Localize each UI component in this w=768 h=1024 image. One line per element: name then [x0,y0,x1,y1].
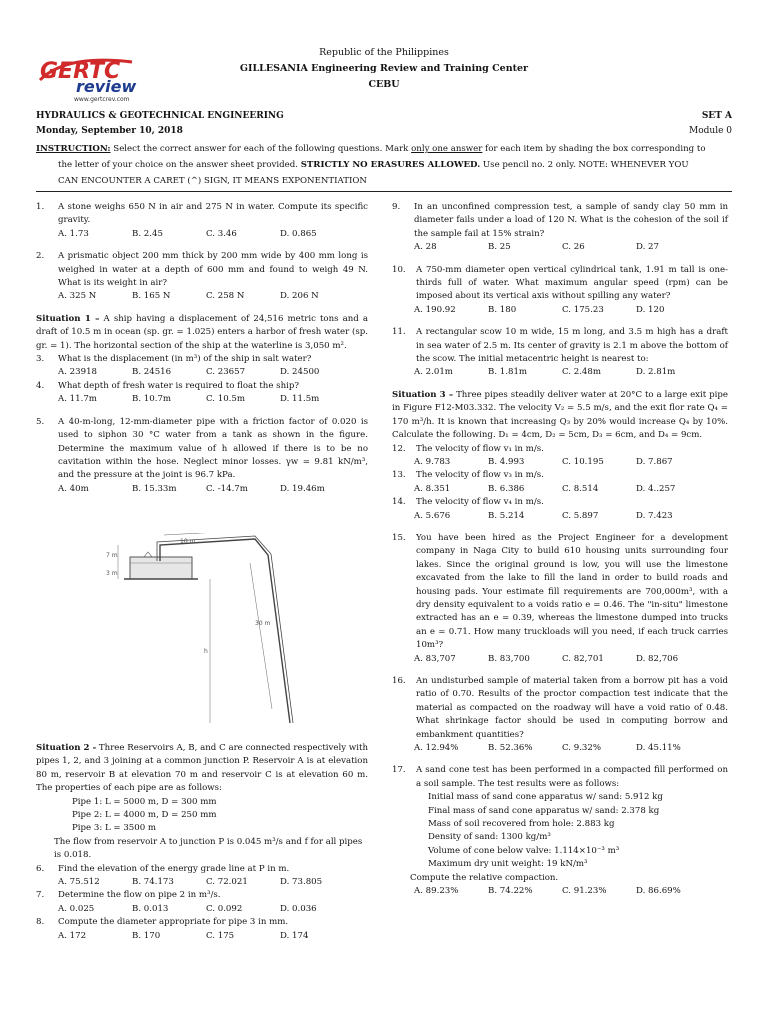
question-16: 16. An undisturbed sample of material taken from a borrow pit has a void ratio of 0.70. Results of the proctor compaction test indicate that the material as compacted on the roadway will have a void ratio of 0.48. What shrinkage factor should be used in computing borrow and embankment quantities? [392,676,728,740]
instruction-underline: only one answer [411,144,483,154]
situation-2: Situation 2 - Three Reservoirs A, B, and C are connected respectively with pipes 1, 2, and 3 joining at a common junction P. Reservoir A is at elevation 80 m, reservoir B at elevation 70 m and reservoir C is at elevation 60 m. The properties of each pipe are as follows: [36,743,368,794]
question-1: 1. A stone weighs 650 N in air and 275 N in water. Compute its specific gravity. [36,202,368,226]
dim-10m: 10 m [180,538,196,545]
choices-10: A. 190.92 B. 180 C. 175.23 D. 120 [414,304,665,315]
pipe-3: Pipe 3: L = 3500 m [72,823,157,834]
instruction-no-erasures: STRICTLY NO ERASURES ALLOWED. [300,160,481,170]
question-7: 7. Determine the flow on pipe 2 in m³/s. [36,890,221,901]
choices-2: A. 325 N B. 165 N C. 258 N D. 206 N [58,291,319,302]
set-label: SET A [701,111,732,121]
sand-cone-item: Mass of soil recovered from hole: 2.883 kg [428,819,615,830]
question-13: 13. The velocity of flow v₃ in m/s. [392,470,544,481]
module-label: Module 0 [689,126,732,136]
water-level-icon [144,552,152,557]
instruction-line3: CAN ENCOUNTER A CARET (^) SIGN, IT MEANS EXPONENTIATION [58,176,367,186]
question-17: 17. A sand cone test has been performed in a compacted fill performed on a soil sample. The test results were as follows: [392,765,728,789]
instruction-line2c: Use pencil no. 2 only. NOTE: WHENEVER YOU [480,160,689,170]
sand-cone-item: Volume of cone below valve: 1.114×10⁻³ m³ [428,845,620,856]
instruction-text2: for each item by shading the box corresponding to [482,144,706,154]
dim-h: h [204,648,208,655]
header-divider [36,191,732,192]
choices-17: A. 89.23% B. 74.22% C. 91.23% D. 86.69% [414,886,681,897]
question-15: 15. You have been hired as the Project Engineer for a development company in Naga City to build 610 housing units surrounding four lakes. Since the original ground is low, you will use the limestone excavated from the lake to fill the land in order to build roads and housing pads. Your estimate fill requirements are 700,000m³, with a dry density equivalent to a voids ratio e = 0.46. The "in-situ" limestone extracted has an e = 0.39, whereas the limestone dumped into trucks an e = 0.71. How many truckloads will you need, if each truck carries 10m³? [392,532,728,651]
sand-cone-item: Maximum dry unit weight: 19 kN/m³ [428,859,588,870]
question-2: 2. A prismatic object 200 mm thick by 200 mm wide by 400 mm long is weighed in water at a depth of 600 mm and found to weigh 49 N. What is its weight in air? [36,251,368,289]
choices-5: A. 40m B. 15.33m C. -14.7m D. 19.46m [58,483,325,494]
pipe-1: Pipe 1: L = 5000 m, D = 300 mm [72,796,217,807]
question-8: 8. Compute the diameter appropriate for pipe 3 in mm. [36,917,289,928]
choices-9: A. 28 B. 25 C. 26 D. 27 [414,242,659,253]
dim-3m: 3 m [106,570,118,577]
exam-date: Monday, September 10, 2018 [36,126,183,136]
choices-4: A. 11.7m B. 10.7m C. 10.5m D. 11.5m [58,394,320,405]
sand-cone-ask: Compute the relative compaction. [410,872,559,883]
sand-cone-item: Density of sand: 1300 kg/m³ [428,832,551,843]
choices-1: A. 1.73 B. 2.45 C. 3.46 D. 0.865 [58,228,317,239]
question-11: 11. A rectangular scow 10 m wide, 15 m long, and 3.5 m high has a draft in sea water of 2.5 m. Its center of gravity is 2.1 m above the bottom of the scow. The initial metacentric height is nearest to: [392,327,728,365]
right-column [392,201,728,899]
choices-13: A. 8.351 B. 6.386 C. 8.514 D. 4..257 [414,483,676,494]
city: CEBU [368,79,400,90]
question-6: 6. Find the elevation of the energy grade line at P in m. [36,863,290,874]
republic-line: Republic of the Philippines [319,47,449,58]
question-5: 5. A 40-m-long, 12-mm-diameter pipe with a friction factor of 0.020 is used to siphon 30 °C water from a tank as shown in the figure. Determine the maximum value of h allowed if there is to be no cavitation within the hose. Neglect minor losses. γw = 9.81 kN/m³, and the pressure at the joint is 96.7 kPa. [36,416,368,481]
flow-statement: The flow from reservoir A to junction P is 0.045 m³/s and f for all pipes is 0.018. [54,836,363,861]
left-column [36,201,368,496]
center-name: GILLESANIA Engineering Review and Training Center [239,63,529,74]
logo-text: GERTC [40,59,121,84]
question-9: 9. In an unconfined compression test, a sample of sandy clay 50 mm in diameter fails under a load of 120 N. What is the cohesion of the soil if the sample fail at 15% strain? [392,202,728,239]
question-10: 10. A 750-mm diameter open vertical cylindrical tank, 1.91 m tall is one-thirds full of water. What maximum angular speed (rpm) can be imposed about its vertical axis without spilling any water? [392,264,728,302]
choices-7: A. 0.025 B. 0.013 C. 0.092 D. 0.036 [58,903,317,914]
question-12: 12. The velocity of flow v₁ in m/s. [392,443,544,454]
choices-14: A. 5.676 B. 5.214 C. 5.897 D. 7.423 [414,510,673,521]
instruction-label: INSTRUCTION: [36,144,111,154]
tank [130,557,192,579]
logo-url: www.gertcrev.com [74,96,130,103]
question-3: 3. What is the displacement (in m³) of the ship in salt water? [36,354,312,365]
choices-8: A. 172 B. 170 C. 175 D. 174 [58,930,309,941]
instruction-line2a: the letter of your choice on the answer sheet provided. [58,160,301,170]
instruction [36,141,736,189]
choices-11: A. 2.01m B. 1.81m C. 2.48m D. 2.81m [414,367,676,378]
choices-15: A. 83,707 B. 83,700 C. 82,701 D. 82,706 [414,653,679,664]
choices-12: A. 9.783 B. 4.993 C. 10.195 D. 7.867 [414,456,673,467]
sand-cone-item: Final mass of sand cone apparatus w/ sand: 2.378 kg [428,805,660,816]
situation-2-block [36,742,368,943]
dim-30m: 30 m [255,620,271,627]
sand-cone-item: Initial mass of sand cone apparatus w/ sand: 5.912 kg [428,792,663,803]
pipe-2: Pipe 2: L = 4000 m, D = 250 mm [72,810,217,821]
dim-7m: 7 m [106,552,118,559]
gertc-logo [36,50,146,104]
siphon-figure [100,533,300,728]
subject: HYDRAULICS & GEOTECHNICAL ENGINEERING [36,111,284,121]
situation-3: Situation 3 – Three pipes steadily deliver water at 20°C to a large exit pipe in Figure F12-M03.332. The velocity V₂ = 5.5 m/s, and the exit flor rate Q₄ = 170 m³/h. It is known that increasing Q₃ by 20% would increase Q₄ by 10%. Calculate the following. D₁ = 4cm, D₂ = 5cm, D₃ = 6cm, and D₄ = 9cm. [392,389,728,441]
question-4: 4. What depth of fresh water is required to float the ship? [36,380,299,391]
question-14: 14. The velocity of flow v₄ in m/s. [392,497,544,508]
choices-3: A. 23918 B. 24516 C. 23657 D. 24500 [58,367,320,378]
situation-1: Situation 1 – A ship having a displacement of 24,516 metric tons and a draft of 10.5 m in ocean (sp. gr. = 1.025) enters a harbor of fresh water (sp. gr. = 1). The horizontal section of the ship at the waterline is 3,050 m². [36,313,369,351]
instruction-text: Select the correct answer for each of the following questions. Mark [110,144,412,154]
logo-sub: review [76,77,137,96]
choices-6: A. 75.512 B. 74.173 C. 72.021 D. 73.805 [58,877,323,888]
choices-16: A. 12.94% B. 52.36% C. 9.32% D. 45.11% [414,743,681,754]
